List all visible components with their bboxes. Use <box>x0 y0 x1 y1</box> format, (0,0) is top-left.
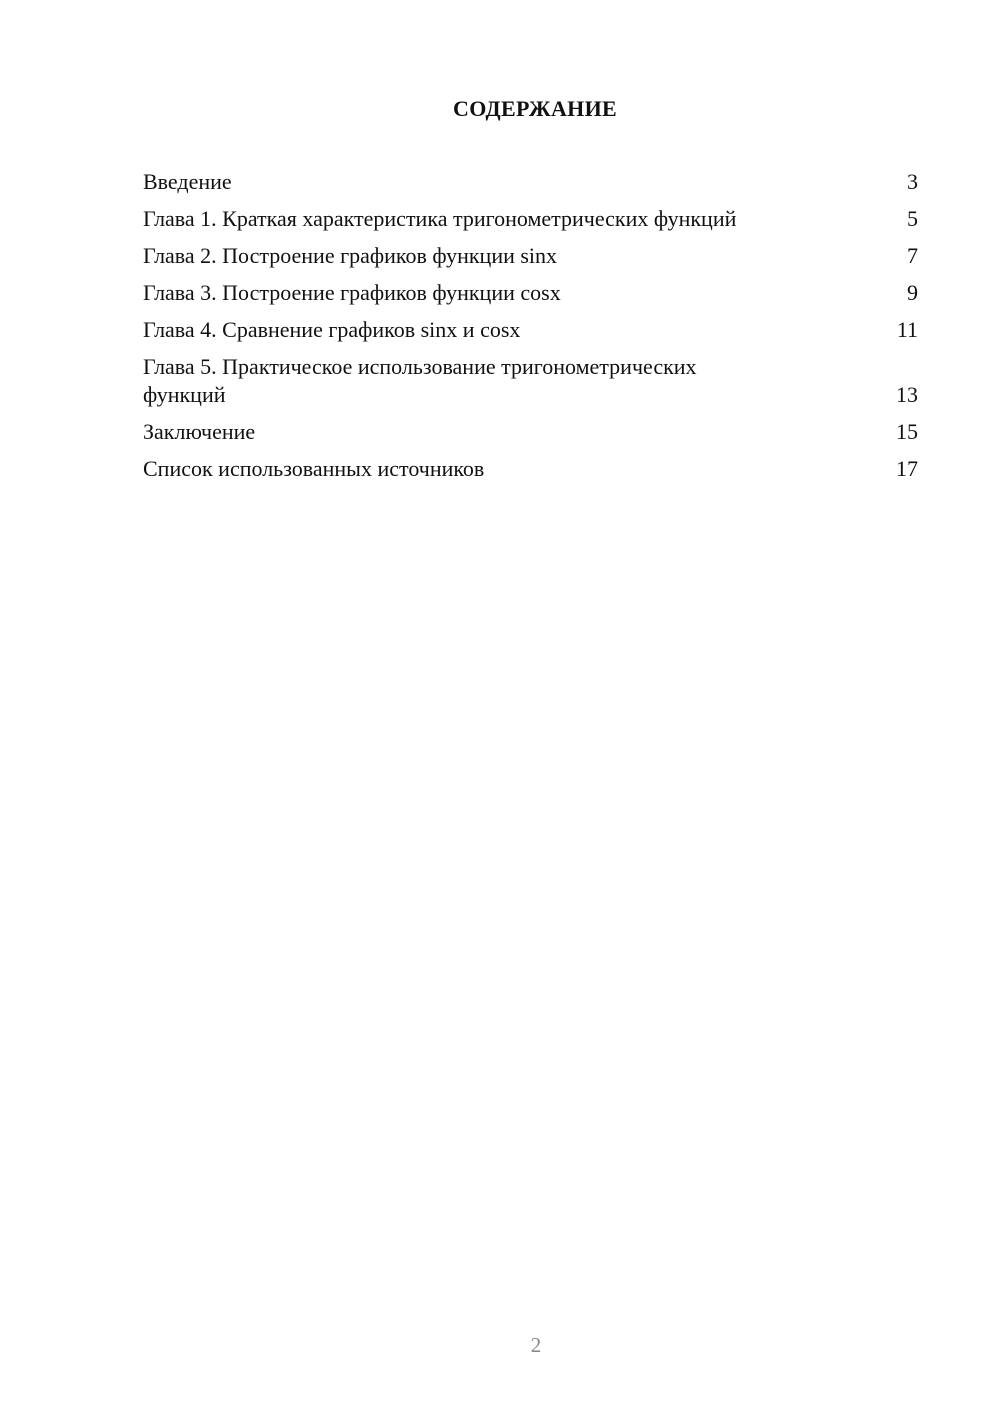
toc-item-chapter-1 <box>143 205 918 233</box>
toc-item-chapter-2 <box>143 242 918 270</box>
toc-item-chapter-5 <box>143 353 918 409</box>
toc-item-label: Список использованных источников <box>143 456 485 481</box>
toc-item-page: 15 <box>896 419 918 444</box>
toc-item-chapter-4 <box>143 316 918 344</box>
toc-item-page: 13 <box>896 382 918 407</box>
toc-item-label: Глава 4. Сравнение графиков sinx и cosx <box>143 317 521 342</box>
toc-item-page: 7 <box>907 243 918 268</box>
toc-item-page: 9 <box>907 280 918 305</box>
page-title: СОДЕРЖАНИЕ <box>453 96 617 121</box>
toc-item-label: Глава 3. Построение графиков функции cosx <box>143 280 561 305</box>
toc-item-label: Глава 2. Построение графиков функции sinx <box>143 243 558 268</box>
toc-item-page: 17 <box>896 456 918 481</box>
toc-item-references <box>143 455 918 483</box>
toc-item-label: Заключение <box>143 419 256 444</box>
toc-item-conclusion <box>143 418 918 446</box>
toc-item-label: Введение <box>143 169 232 194</box>
toc-item-page: 3 <box>907 169 918 194</box>
page-number: 2 <box>530 1333 542 1357</box>
toc-item-page: 11 <box>896 317 918 342</box>
toc-item-page: 5 <box>907 206 918 231</box>
table-of-contents <box>143 168 918 492</box>
toc-item-introduction <box>143 168 918 196</box>
toc-item-label: Глава 1. Краткая характеристика тригонометрических функций <box>143 206 737 231</box>
toc-item-chapter-3 <box>143 279 918 307</box>
toc-item-label: Глава 5. Практическое использование тригонометрических функций <box>143 354 697 407</box>
